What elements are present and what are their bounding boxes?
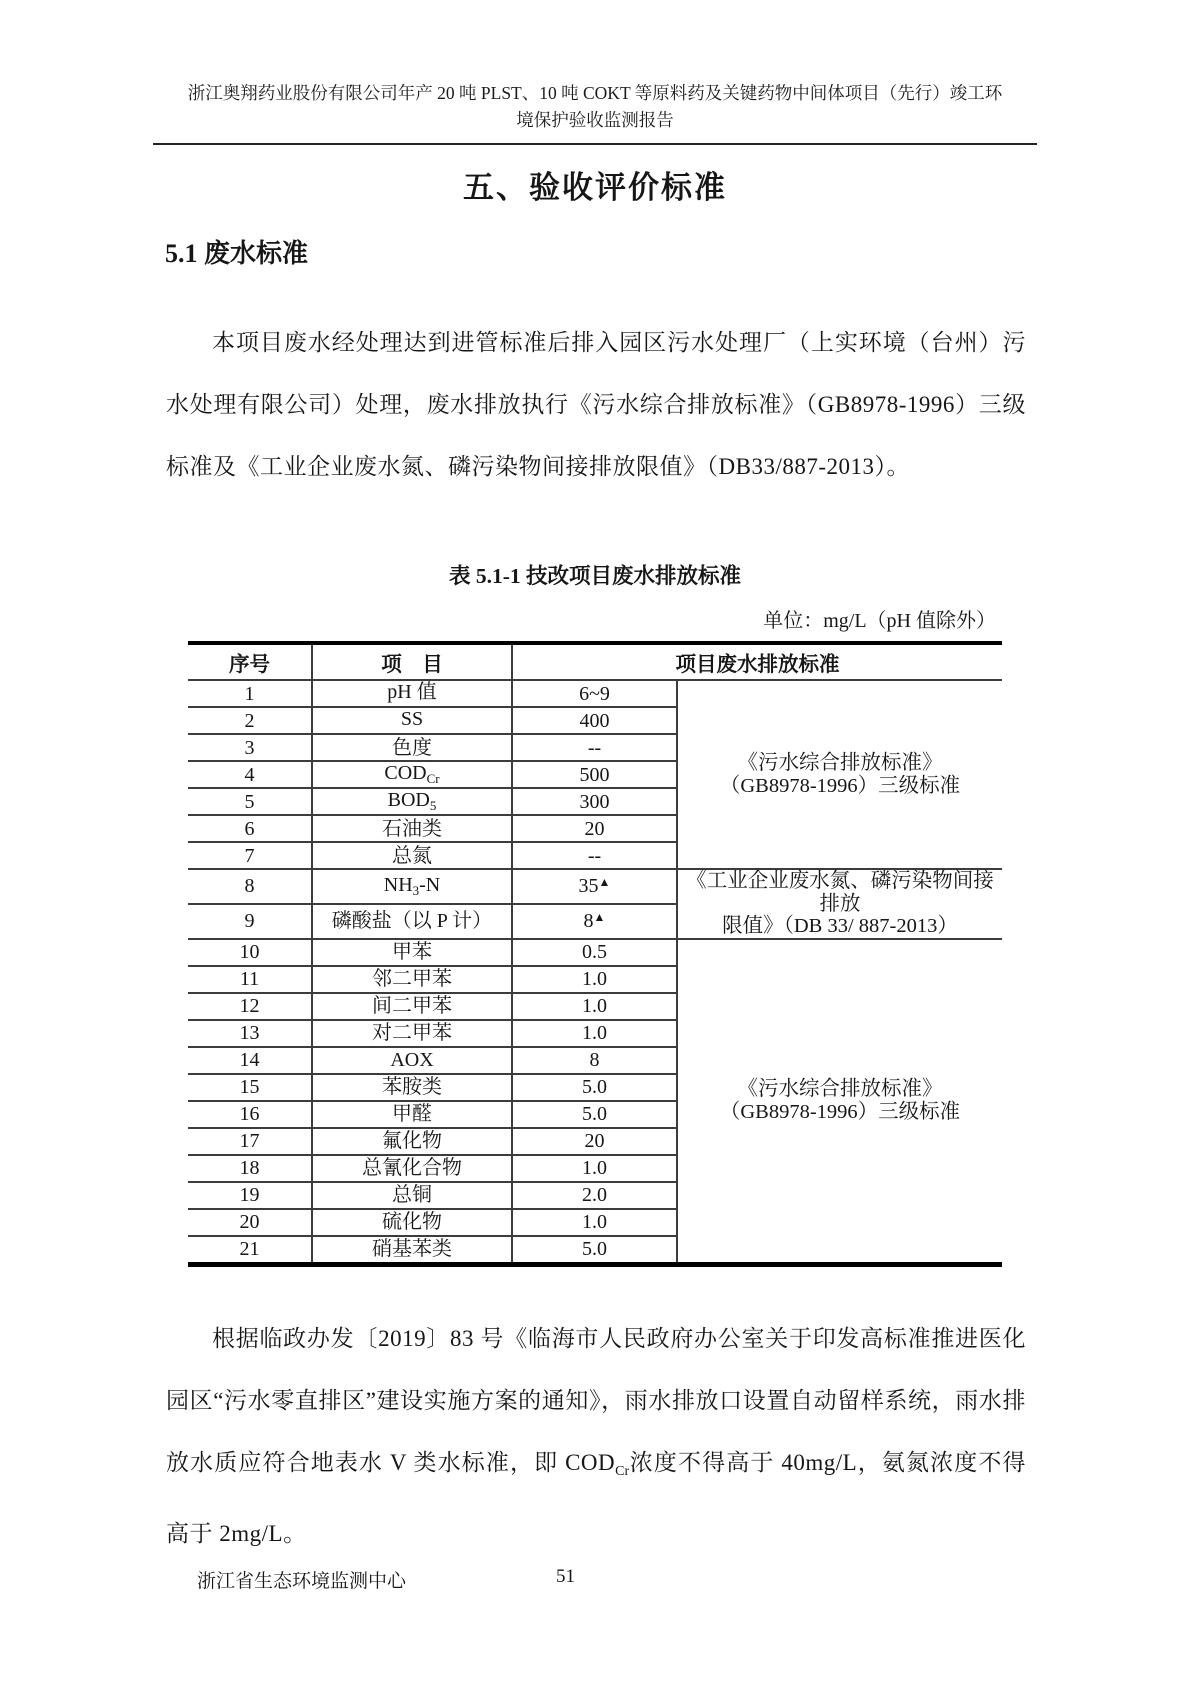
value-cell: 5.0 <box>512 1074 677 1101</box>
item-cell: 对二甲苯 <box>312 1020 512 1047</box>
intro-paragraph: 本项目废水经处理达到进管标准后排入园区污水处理厂（上实环境（台州）污水处理有限公司）处理，废水排放执行《污水综合排放标准》（GB8978-1996）三级标准及《工业企业废水氮、磷污染物间接排放限值》（DB33/887-2013）。 <box>166 330 1026 479</box>
row-number-cell: 10 <box>188 939 312 966</box>
item-cell: 总氮 <box>312 842 512 869</box>
standard-cell: 《污水综合排放标准》 （GB8978-1996）三级标准 <box>677 939 1002 1265</box>
row-number-cell: 8 <box>188 869 312 904</box>
section-title: 5.1 废水标准 <box>165 239 309 268</box>
standard-cell: 《污水综合排放标准》 （GB8978-1996）三级标准 <box>677 680 1002 869</box>
row-number-cell: 13 <box>188 1020 312 1047</box>
value-cell: 20 <box>512 815 677 842</box>
row-number-cell: 12 <box>188 993 312 1020</box>
item-cell: SS <box>312 707 512 734</box>
wastewater-standards-table <box>188 641 1002 1267</box>
header-index: 序号 <box>188 643 312 680</box>
row-number-cell: 21 <box>188 1236 312 1265</box>
item-cell: AOX <box>312 1047 512 1074</box>
row-number-cell: 9 <box>188 904 312 939</box>
table-unit-note: 单位：mg/L（pH 值除外） <box>763 610 996 632</box>
value-cell: 5.0 <box>512 1101 677 1128</box>
row-number-cell: 4 <box>188 761 312 788</box>
row-number-cell: 20 <box>188 1209 312 1236</box>
value-cell: 5.0 <box>512 1236 677 1265</box>
closing-paragraph: 根据临政办发〔2019〕83 号《临海市人民政府办公室关于印发高标准推进医化园区“污水零直排区”建设实施方案的通知》，雨水排放口设置自动留样系统，雨水排放水质应符合地表水 V 类水标准，即 $COD_{Cr}$浓度不得高于 40mg/L，氨氮浓度不得高于 2mg/L。 <box>166 1326 1026 1546</box>
row-number-cell: 7 <box>188 842 312 869</box>
row-number-cell: 17 <box>188 1128 312 1155</box>
item-cell: 石油类 <box>312 815 512 842</box>
row-number-cell: 2 <box>188 707 312 734</box>
row-number-cell: 6 <box>188 815 312 842</box>
chapter-title: 五、验收评价标准 <box>463 170 727 205</box>
item-cell: 总铜 <box>312 1182 512 1209</box>
item-cell: $COD_{Cr}$ <box>312 761 512 788</box>
page-number: 51 <box>556 1566 575 1587</box>
table-row <box>188 939 1002 966</box>
item-cell: 硫化物 <box>312 1209 512 1236</box>
footer-organization: 浙江省生态环境监测中心 <box>197 1571 407 1592</box>
row-number-cell: 5 <box>188 788 312 815</box>
item-cell: 氟化物 <box>312 1128 512 1155</box>
row-number-cell: 19 <box>188 1182 312 1209</box>
item-cell: 总氰化合物 <box>312 1155 512 1182</box>
cod-subscript: Cr <box>615 1464 630 1479</box>
value-cell: 0.5 <box>512 939 677 966</box>
value-cell: 400 <box>512 707 677 734</box>
row-number-cell: 14 <box>188 1047 312 1074</box>
running-header <box>150 80 1040 134</box>
value-cell: 6~9 <box>512 680 677 707</box>
row-number-cell: 16 <box>188 1101 312 1128</box>
row-number-cell: 15 <box>188 1074 312 1101</box>
value-cell: -- <box>512 842 677 869</box>
running-header-line2: 境保护验收监测报告 <box>516 110 674 130</box>
value-cell: 1.0 <box>512 966 677 993</box>
item-cell: $NH_3-N$ <box>312 869 512 904</box>
value-cell: 300 <box>512 788 677 815</box>
value-cell: 1.0 <box>512 1209 677 1236</box>
value-cell: 8▲ <box>512 904 677 939</box>
standard-cell: 《工业企业废水氮、磷污染物间接排放 限值》（DB 33/ 887-2013） <box>677 869 1002 939</box>
row-number-cell: 3 <box>188 734 312 761</box>
header-standard: 项目废水排放标准 <box>512 643 1002 680</box>
item-cell: 硝基苯类 <box>312 1236 512 1265</box>
item-cell: $BOD_5$ <box>312 788 512 815</box>
value-cell: -- <box>512 734 677 761</box>
value-cell: 1.0 <box>512 1020 677 1047</box>
value-cell: 8 <box>512 1047 677 1074</box>
value-cell: 35▲ <box>512 869 677 904</box>
item-cell: 邻二甲苯 <box>312 966 512 993</box>
value-cell: 1.0 <box>512 1155 677 1182</box>
value-cell: 500 <box>512 761 677 788</box>
header-divider <box>153 143 1037 145</box>
value-cell: 2.0 <box>512 1182 677 1209</box>
row-number-cell: 18 <box>188 1155 312 1182</box>
table-header-row <box>188 643 1002 680</box>
row-number-cell: 11 <box>188 966 312 993</box>
header-item: 项 目 <box>312 643 512 680</box>
value-cell: 20 <box>512 1128 677 1155</box>
item-cell: pH 值 <box>312 680 512 707</box>
item-cell: 苯胺类 <box>312 1074 512 1101</box>
item-cell: 甲醛 <box>312 1101 512 1128</box>
table-caption: 表 5.1-1 技改项目废水排放标准 <box>448 564 742 588</box>
item-cell: 磷酸盐（以 P 计） <box>312 904 512 939</box>
item-cell: 色度 <box>312 734 512 761</box>
row-number-cell: 1 <box>188 680 312 707</box>
item-cell: 间二甲苯 <box>312 993 512 1020</box>
table-row <box>188 869 1002 904</box>
table-row <box>188 680 1002 707</box>
running-header-line1: 浙江奥翔药业股份有限公司年产 20 吨 PLST、10 吨 COKT 等原料药及关键药物中间体项目（先行）竣工环 <box>187 83 1003 103</box>
value-cell: 1.0 <box>512 993 677 1020</box>
item-cell: 甲苯 <box>312 939 512 966</box>
